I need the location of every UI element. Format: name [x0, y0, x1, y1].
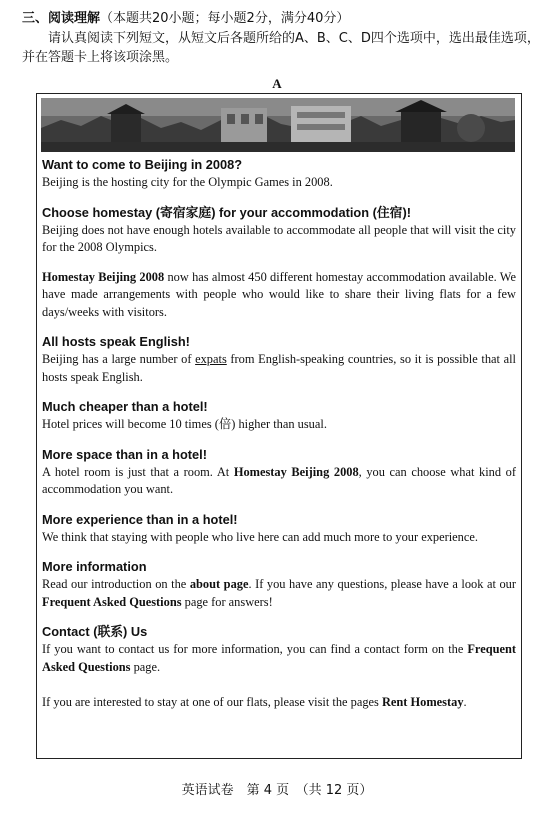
bold-text: Rent Homestay: [381, 695, 464, 709]
block-text: [42, 641, 516, 676]
block-text: Beijing does not have enough hotels available to accommodate all people that will visit the city for the 2008 Olympics.: [42, 222, 516, 254]
block-text: [42, 351, 516, 386]
banner-image: [41, 98, 515, 152]
passage-box: [36, 93, 522, 759]
block-heading: All hosts speak English!: [42, 334, 190, 349]
text-run: page for answers!: [181, 594, 273, 609]
block-heading: More experience than in a hotel!: [42, 511, 238, 527]
text-run: A hotel room is just that a room. At: [42, 464, 234, 479]
text-run: If you are interested to stay at one of our flats, please visit the pages: [42, 695, 382, 709]
passage-content: [42, 156, 516, 712]
block-text: [42, 576, 516, 611]
text-run: If you want to contact us for more information, you can find a contact form on the: [42, 642, 468, 656]
block-heading: More space than in a hotel!: [42, 446, 207, 462]
block-heading: Much cheaper than a hotel!: [42, 399, 208, 414]
bold-text: Frequent Asked Questions: [42, 642, 516, 674]
block-heading: Contact (联系) Us: [42, 624, 148, 639]
block-text: Hotel prices will become 10 times (倍) higher than usual.: [42, 417, 327, 431]
bold-text: Homestay Beijing 2008: [233, 464, 359, 479]
text-run: Beijing has a large number of: [42, 352, 196, 366]
section-instructions: 请认真阅读下列短文，从短文后各题所给的A、B、C、D四个选项中，选出最佳选项，并在答题卡上将该项涂黑。: [22, 31, 540, 65]
text-run: , you can choose what kind of accommodation you want.: [42, 464, 516, 496]
section-note: （本题共20小题；每小题2分，满分40分）: [100, 11, 350, 26]
text-run: Read our introduction on the: [42, 577, 190, 591]
text-run: page.: [130, 659, 161, 674]
page-footer: 英语试卷 第 4 页 （共 12 页）: [181, 783, 373, 798]
block-text: We think that staying with people who live here can add much more to your experience.: [42, 529, 478, 544]
block-text: Beijing is the hosting city for the Olympic Games in 2008.: [42, 175, 333, 189]
block-text: [42, 694, 516, 712]
underlined-word: expats: [195, 352, 227, 366]
block-heading: Choose homestay (寄宿家庭) for your accommodation (住宿)!: [42, 204, 412, 220]
passage-letter: A: [272, 76, 282, 91]
block-text: [42, 269, 516, 322]
bold-text: about page: [189, 577, 249, 591]
block-text: [42, 464, 516, 499]
text-run: . If you have any questions, please have a look at our: [248, 577, 516, 591]
block-heading: Want to come to Beijing in 2008?: [42, 157, 243, 172]
bold-text: Frequent Asked Questions: [42, 594, 182, 609]
block-heading: More information: [42, 559, 147, 574]
text-run: from English-speaking countries, so it is possible that all hosts speak English.: [42, 352, 516, 384]
text-run: .: [463, 695, 467, 709]
bold-text: Homestay Beijing 2008: [42, 269, 165, 284]
text-run: now has almost 450 different homestay accommodation available. We have made arrangements with people who would like to share their living flats for a few days/weeks with visitors.: [42, 269, 516, 319]
section-header: [22, 9, 542, 28]
section-heading: 三、阅读理解: [22, 11, 101, 26]
